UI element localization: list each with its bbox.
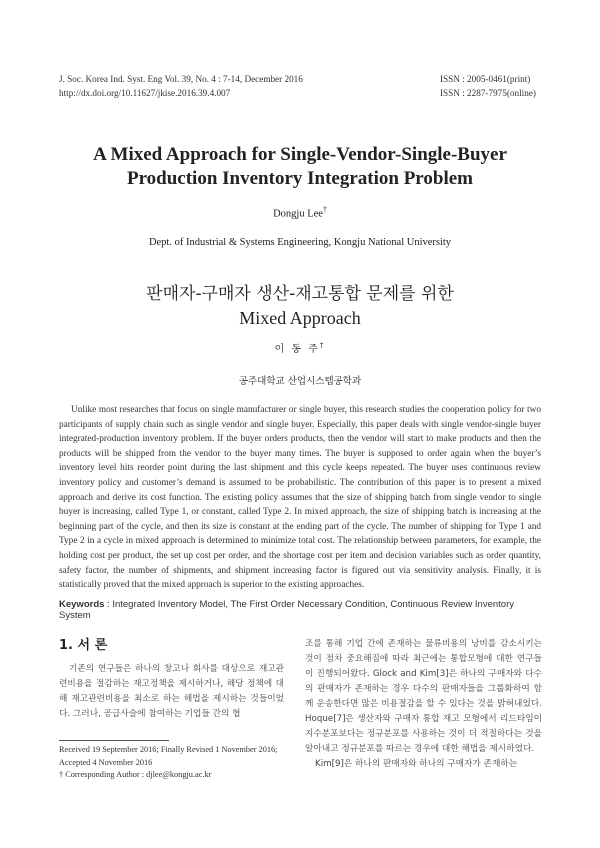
title-ko-line-2: Mixed Approach <box>239 308 361 328</box>
keywords-text: : Integrated Inventory Model, The First Order Necessary Condition, Continuous Review Inventory System <box>59 599 514 621</box>
footnote <box>59 744 289 782</box>
keywords-label: Keywords <box>59 599 105 610</box>
issn-block <box>440 72 536 100</box>
footnote-divider <box>59 740 169 741</box>
corresponding-author <box>59 769 289 782</box>
section-title-introduction: 1. 서 론 <box>59 638 108 653</box>
corresponding-mark-ko: † <box>319 341 326 350</box>
issn-online: ISSN : 2287-7975(online) <box>440 88 536 98</box>
title-en-line-1: A Mixed Approach for Single-Vendor-Single-Buyer <box>93 144 507 165</box>
journal-citation: J. Soc. Korea Ind. Syst. Eng Vol. 39, No. 4 : 7-14, December 2016 <box>59 74 303 84</box>
author-name-en: Dongju Lee <box>273 208 323 220</box>
title-ko-line-1: 판매자-구매자 생산-재고통합 문제를 위한 <box>146 284 454 304</box>
intro-right-column <box>305 637 542 772</box>
author-name-ko: 이 동 주 <box>274 344 320 355</box>
corresponding-mark-footnote: † <box>59 770 64 779</box>
abstract: Unlike most researches that focus on single manufacturer or single buyer, this research studies the cooperation policy for two participants of supply chain such as single vendor and single buyer. Especially, this paper deals with single vendor-single buyer integrated-production inventory problem. If the buyer orders products, then the vendor will start to make products and then the products will be shipped from the vendor to the buyer many times. The buyer is supposed to order again when the buyer’s inventory level hits reorder point during the last shipment and this cycle keeps repeated. The buyer uses continuous review inventory policy and customer’s demand is assumed to be probabilistic. The contribution of this paper is to present a mixed approach and derive its cost function. The existing policy assumes that the size of shipping batch from single vendor to single buyer is increasing, called Type 1, or constant, called Type 2. In mixed approach, the size of shipping batch is increasing at the beginning part of the cycle, and then its size is constant at the ending part of the cycle. The number of shipping for Type 1 and Type 2 in a cycle in mixed approach is determined to minimize total cost. The relationship between parameters, for example, the holding cost per product, the set up cost per order, and the shortage cost per item and decision variables such as order quantity, safety factor, the number of shipments, and shipment increasing factor is figured out via sensitivity analysis. Finally, it is statistically proved that the mixed approach is superior to the existing approaches. <box>59 405 541 591</box>
corresponding-author-text: Corresponding Author : djlee@kongju.ac.kr <box>65 770 212 779</box>
paper-title-english <box>0 143 600 191</box>
intro-right-paragraph-1: 조를 통해 기업 간에 존재하는 물류비용의 낭비를 감소시키는 것이 점차 중요해짐에 따라 최근에는 통합모형에 대한 연구들이 진행되어왔다. Glock and Kim[3]은 하나의 구매자와 다수의 판매자가 존재하는 경우 다수의 판매자들을 그룹화하여 함께 운송한다면 많은 비용절감을 할 수 있다는 것을 밝혀내었다. Hoque[7]은 생산자와 구매자 통합 재고 모형에서 리드타임이 지수분포보다는 정규분포를 사용하는 것이 더 적절하다는 것을 알아내고 정규분포를 따르는 경우에 대한 해법을 제시하였다. <box>305 639 542 754</box>
affiliation-korean: 공주대학교 산업시스템공학과 <box>238 376 362 387</box>
affiliation-english: Dept. of Industrial & Systems Engineering, Kongju National University <box>148 237 452 248</box>
accepted-date: Accepted 4 November 2016 <box>59 757 153 767</box>
corresponding-mark: † <box>322 205 327 214</box>
paper-title-korean <box>0 282 600 330</box>
intro-right-paragraph-2: Kim[9]은 하나의 판매자와 하나의 구매자가 존재하는 <box>315 759 518 769</box>
author-korean <box>0 340 600 355</box>
journal-header <box>59 72 303 100</box>
author-english <box>0 205 600 220</box>
intro-left-column: 기존의 연구들은 하나의 창고나 회사를 대상으로 재고관련비용을 절감하는 재고정책을 제시하거나, 해당 정책에 대해 재고관련비용을 최소로 하는 해법을 제시하는 것들이었다. 그러나, 공급사슬에 참여하는 기업들 간의 협 <box>59 664 284 719</box>
issn-print: ISSN : 2005-0461(print) <box>440 74 531 84</box>
keywords <box>59 599 541 621</box>
doi-link[interactable]: http://dx.doi.org/10.11627/jkise.2016.39.4.007 <box>59 88 231 98</box>
title-en-line-2: Production Inventory Integration Problem <box>126 168 474 189</box>
received-date: Received 19 September 2016; Finally Revised 1 November 2016; <box>59 745 278 754</box>
